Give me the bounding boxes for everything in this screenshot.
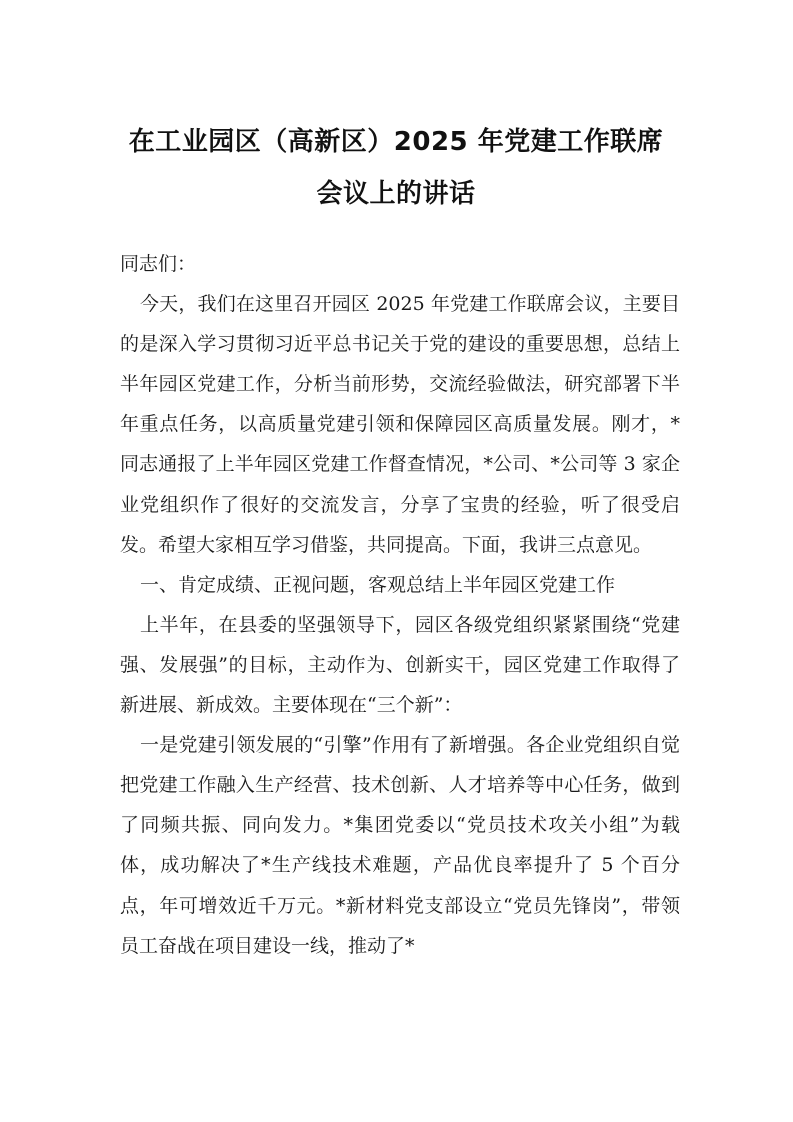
- paragraph-opening: 今天，我们在这里召开园区 2025 年党建工作联席会议，主要目的是深入学习贯彻习近平总书记关于党的建设的重要思想，总结上半年园区党建工作，分析当前形势，交流经验做法，研究部署下半年重点任务，以高质量党建引领和保障园区高质量发展。刚才，*同志通报了上半年园区党建工作督查情况，*公司、*公司等 3 家企业党组织作了很好的交流发言，分享了宝贵的经验，听了很受启发。希望大家相互学习借鉴，共同提高。下面，我讲三点意见。: [120, 293, 680, 556]
- salutation: 同志们：: [120, 253, 197, 275]
- section-heading-1: 一、肯定成绩、正视问题，客观总结上半年园区党建工作: [140, 573, 616, 596]
- paragraph-summary: 上半年，在县委的坚强领导下，园区各级党组织紧紧围绕“党建强、发展强”的目标，主动作为、创新实干，园区党建工作取得了新进展、新成效。主要体现在“三个新”：: [120, 613, 680, 717]
- document-title-line-1: 在工业园区（高新区）2025 年党建工作联席: [128, 127, 664, 157]
- document-title-line-2: 会议上的讲话: [316, 179, 476, 209]
- document-body: [120, 244, 680, 966]
- paragraph-point-1: 一是党建引领发展的“引擎”作用有了新增强。各企业党组织自觉把党建工作融入生产经营、技术创新、人才培养等中心任务，做到了同频共振、同向发力。*集团党委以“党员技术攻关小组”为载体，成功解决了*生产线技术难题，产品优良率提升了 5 个百分点，年可增效近千万元。*新材料党支部设立“党员先锋岗”，带领员工奋战在项目建设一线，推动了*: [120, 734, 680, 957]
